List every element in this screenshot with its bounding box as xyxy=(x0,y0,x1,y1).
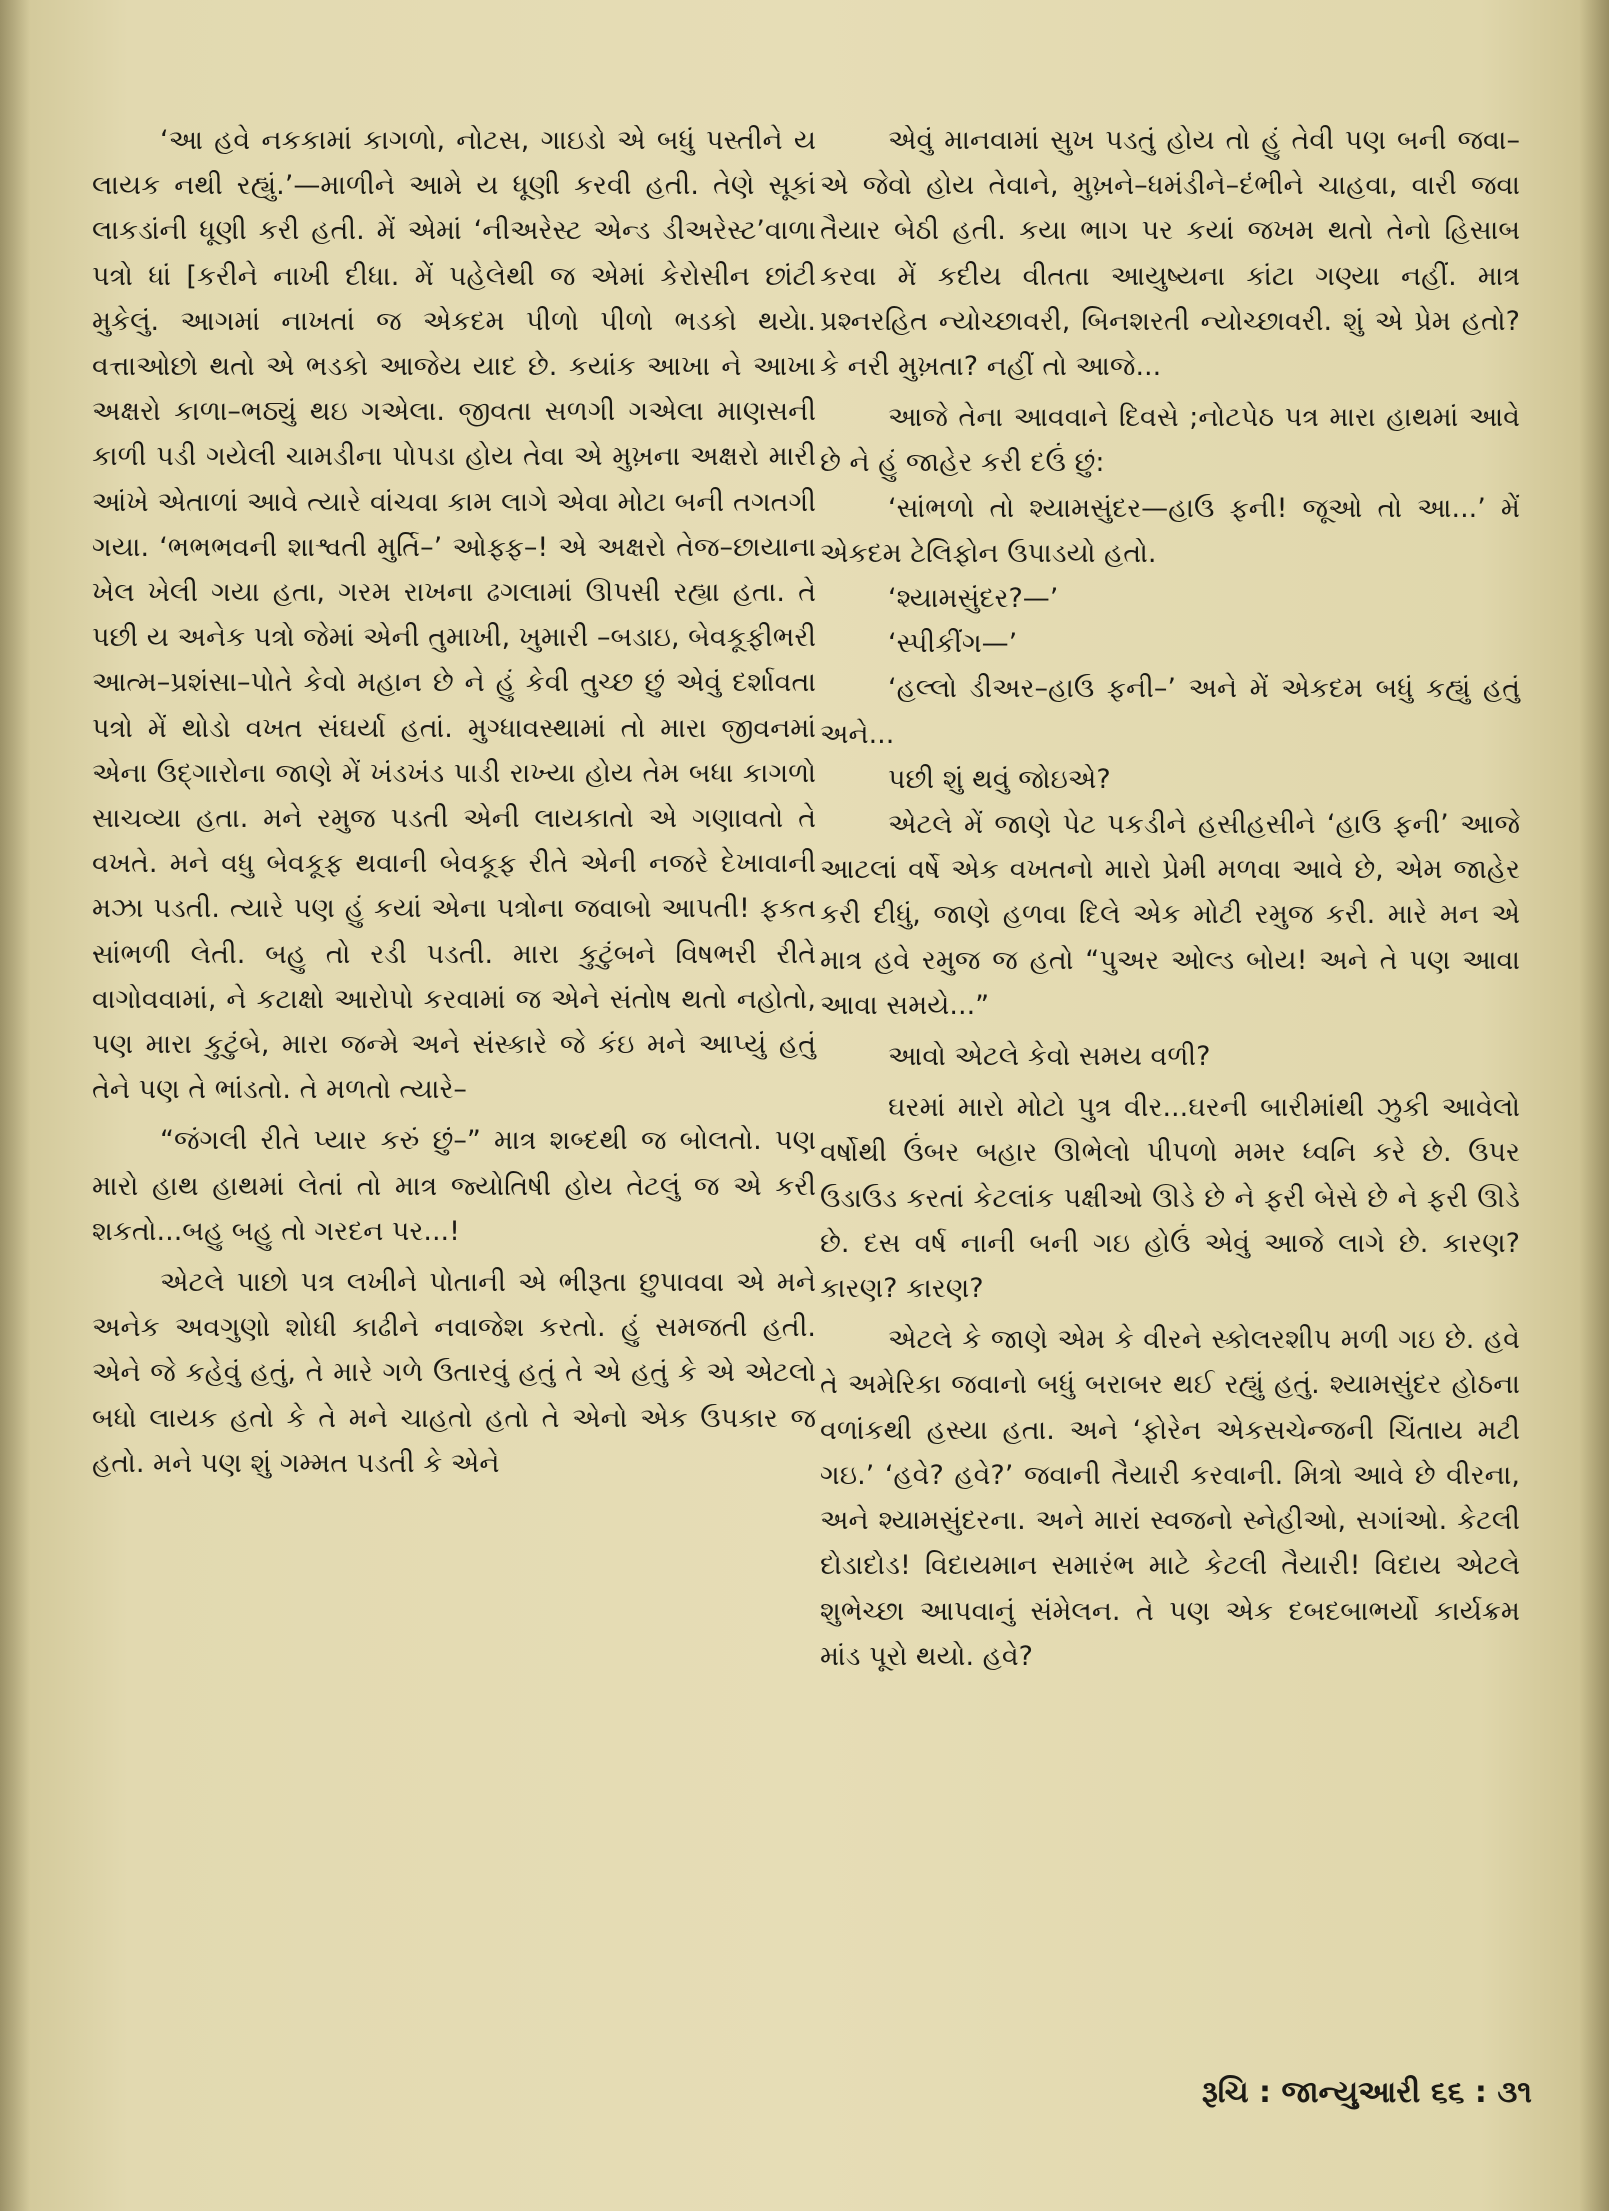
paragraph: ‘શ્યામસુંદર?—’ xyxy=(888,583,1059,615)
paragraph: ઘરમાં મારો મોટો પુત્ર વીર...ઘરની બારીમાંથી ઝુકી આવેલો વર્ષોથી ઉંબર બહાર ઊભેલો પીપળો મમર ધ્વનિ કરે છે. ઉપર ઉડાઉડ કરતાં કેટલાંક પક્ષીઓ ઊડે છે ને ફરી બેસે છે ને ફરી ઊડે છે. દસ વર્ષ નાની બની ગઇ હોઉં એવું આજે લાગે છે. કારણ? કારણ? કારણ? xyxy=(820,1092,1520,1305)
paragraph: આજે તેના આવવાને દિવસે ;નોટપેઠ પત્ર મારા હાથમાં આવે છે ને હું જાહેર કરી દઉં છું: xyxy=(820,402,1520,479)
paragraph: એટલે કે જાણે એમ કે વીરને સ્કોલરશીપ મળી ગઇ છે. હવે તે અમેરિકા જવાનો બધું બરાબર થઈ રહ્યું હતું. શ્યામસુંદર હોઠના વળાંકથી હસ્યા હતા. અને ‘ફોરેન એકસચેન્જની ચિંતાય મટી ગઇ.’ ‘હવે? હવે?’ જવાની તૈયારી કરવાની. મિત્રો આવે છે વીરના, અને શ્યામસુંદરના. અને મારાં સ્વજનો સ્નેહીઓ, સગાંઓ. કેટલી દોડાદોડ! વિદાયમાન સમારંભ માટે કેટલી તૈયારી! વિદાય એટલે શુભેચ્છા આપવાનું સંમેલન. તે પણ એક દબદબાભર્યો કાર્યક્રમ માંડ પૂરો થયો. હવે? xyxy=(820,1324,1520,1672)
paragraph: એવું માનવામાં સુખ પડતું હોય તો હું તેવી પણ બની જવા–એ જેવો હોય તેવાને, મુખ઼ને–ધમંડીને–દંભીને ચાહવા, વારી જવા તૈયાર બેઠી હતી. કયા ભાગ પર કયાં જખમ થતો તેનો હિસાબ કરવા મેં કદીય વીતતા આયુષ્યના કાંટા ગણ્યા નહીં. માત્ર પ્રશ્નરહિત ન્યોચ્છાવરી, બિનશરતી ન્યોચ્છાવરી. શું એ પ્રેમ હતો? કે નરી મુખ઼તા? નહીં તો આજે... xyxy=(820,125,1520,383)
paragraph: એટલે મેં જાણે પેટ પકડીને હસીહસીને ‘હાઉ ફની’ આજે આટલાં વર્ષે એક વખતનો મારો પ્રેમી મળવા આવે છે, એમ જાહેર કરી દીધું, જાણે હળવા દિલે એક મોટી રમુજ કરી. મારે મન એ માત્ર હવે રમુજ જ હતો “પુઅર ઓલ્ડ બોય! અને તે પણ આવા આવા સમયે...” xyxy=(820,809,1520,1021)
paragraph: ‘સાંભળો તો શ્યામસુંદર—હાઉ ફની! જૂઓ તો આ...’ મેં એકદમ ટેલિફોન ઉપાડયો હતો. xyxy=(820,492,1520,569)
left-text-column xyxy=(92,118,816,1486)
page-edge-shadow-left xyxy=(0,0,30,2211)
paragraph: ‘હલ્લો ડીઅર–હાઉ ફની–’ અને મેં એકદમ બધું કહ્યું હતું અને... xyxy=(820,673,1520,750)
paragraph: ‘આ હવે નકકામાં કાગળો, નોટસ, ગાઇડો એ બધું પસ્તીને ય લાયક નથી રહ્યું.’—માળીને આમે ય ધૂણી કરવી હતી. તેણે સૂકાં લાકડાંની ધૂણી કરી હતી. મેં એમાં ‘નીઅરેસ્ટ એન્ડ ડીઅરેસ્ટ’વાળા પત્રો ધાં [કરીને નાખી દીધા. મેં પહેલેથી જ એમાં કેરોસીન છાંટી મુકેલું. આગમાં નાખતાં જ એકદમ પીળો પીળો ભડકો થયેા. વત્તાઓછો થતો એ ભડકો આજેય યાદ છે. કયાંક આખા ને આખા અક્ષરો કાળા–ભઠ્યું થઇ ગએલા. જીવતા સળગી ગએલા માણસની કાળી પડી ગયેલી ચામડીના પોપડા હોય તેવા એ મુખ઼ના અક્ષરો મારી આંખે એતાળાં આવે ત્યારે વાંચવા કામ લાગે એવા મોટા બની તગતગી ગયા. ‘ભભભવની શાશ્વતી મુર્તિ–’ ઓફ્ફ–! એ અક્ષરો તેજ–છાયાના ખેલ ખેલી ગયા હતા, ગરમ રાખના ઢગલામાં ઊપસી રહ્યા હતા. તે પછી ય અનેક પત્રો જેમાં એની તુમાખી, ખુમારી –બડાઇ, બેવકૂફીભરી આત્મ–પ્રશંસા–પોતે કેવો મહાન છે ને હું કેવી તુચ્છ છું એવું દર્શાવતા પત્રો મેં થોડો વખત સંઘર્યા હતાં. મુગ્ધાવસ્થામાં તો મારા જીવનમાં એના ઉદ્ગારોના જાણે મેં ખંડખંડ પાડી રાખ્યા હોય તેમ બધા કાગળો સાચવ્યા હતા. મને રમુજ પડતી એની લાયકાતો એ ગણાવતો તે વખતે. મને વધુ બેવકૂફ થવાની બેવકૂફ રીતે એની નજરે દેખાવાની મઝા પડતી. ત્યારે પણ હું કયાં એના પત્રોના જવાબો આપતી! ફકત સાંભળી લેતી. બહુ તો રડી પડતી. મારા કુટુંબને વિષભરી રીતે વાગોવવામાં, ને કટાક્ષો આરોપો કરવામાં જ એને સંતોષ થતો નહોતો, પણ મારા કુટુંબે, મારા જન્મે અને સંસ્કારે જે કંઇ મને આપ્યું હતું તેને પણ તે ભાંડતો. તે મળતો ત્યારે– xyxy=(92,125,816,1106)
paragraph: “જંગલી રીતે પ્યાર કરું છું–” માત્ર શબ્દથી જ બોલતો. પણ મારો હાથ હાથમાં લેતાં તો માત્ર જ્યોતિષી હોય તેટલું જ એ કરી શકતો...બહુ બહુ તો ગરદન પર...! xyxy=(92,1125,816,1247)
paragraph: આવો એટલે કેવો સમય વળી? xyxy=(888,1041,1211,1073)
page-footer: રૂચિ : જાન્યુઆરી ૬૬ : ૩૧ xyxy=(1201,2075,1532,2110)
paragraph: પછી શું થવું જોઇએ? xyxy=(888,763,1111,795)
paragraph: એટલે પાછો પત્ર લખીને પોતાની એ ભીરૂતા છુપાવવા એ મને અનેક અવગુણો શોધી કાઢીને નવાજેશ કરતો. હું સમજતી હતી. એને જે કહેવું હતું, તે મારે ગળે ઉતારવું હતું તે એ હતું કે એ એટલો બધો લાયક હતો કે તે મને ચાહતો હતો તે એનો એક ઉપકાર જ હતો. મને પણ શું ગમ્મત પડતી કે એને xyxy=(92,1267,816,1479)
paragraph: ‘સ્પીકીંગ—’ xyxy=(888,628,1018,660)
page-edge-shadow-right xyxy=(1579,0,1609,2211)
right-text-column xyxy=(820,118,1520,1679)
